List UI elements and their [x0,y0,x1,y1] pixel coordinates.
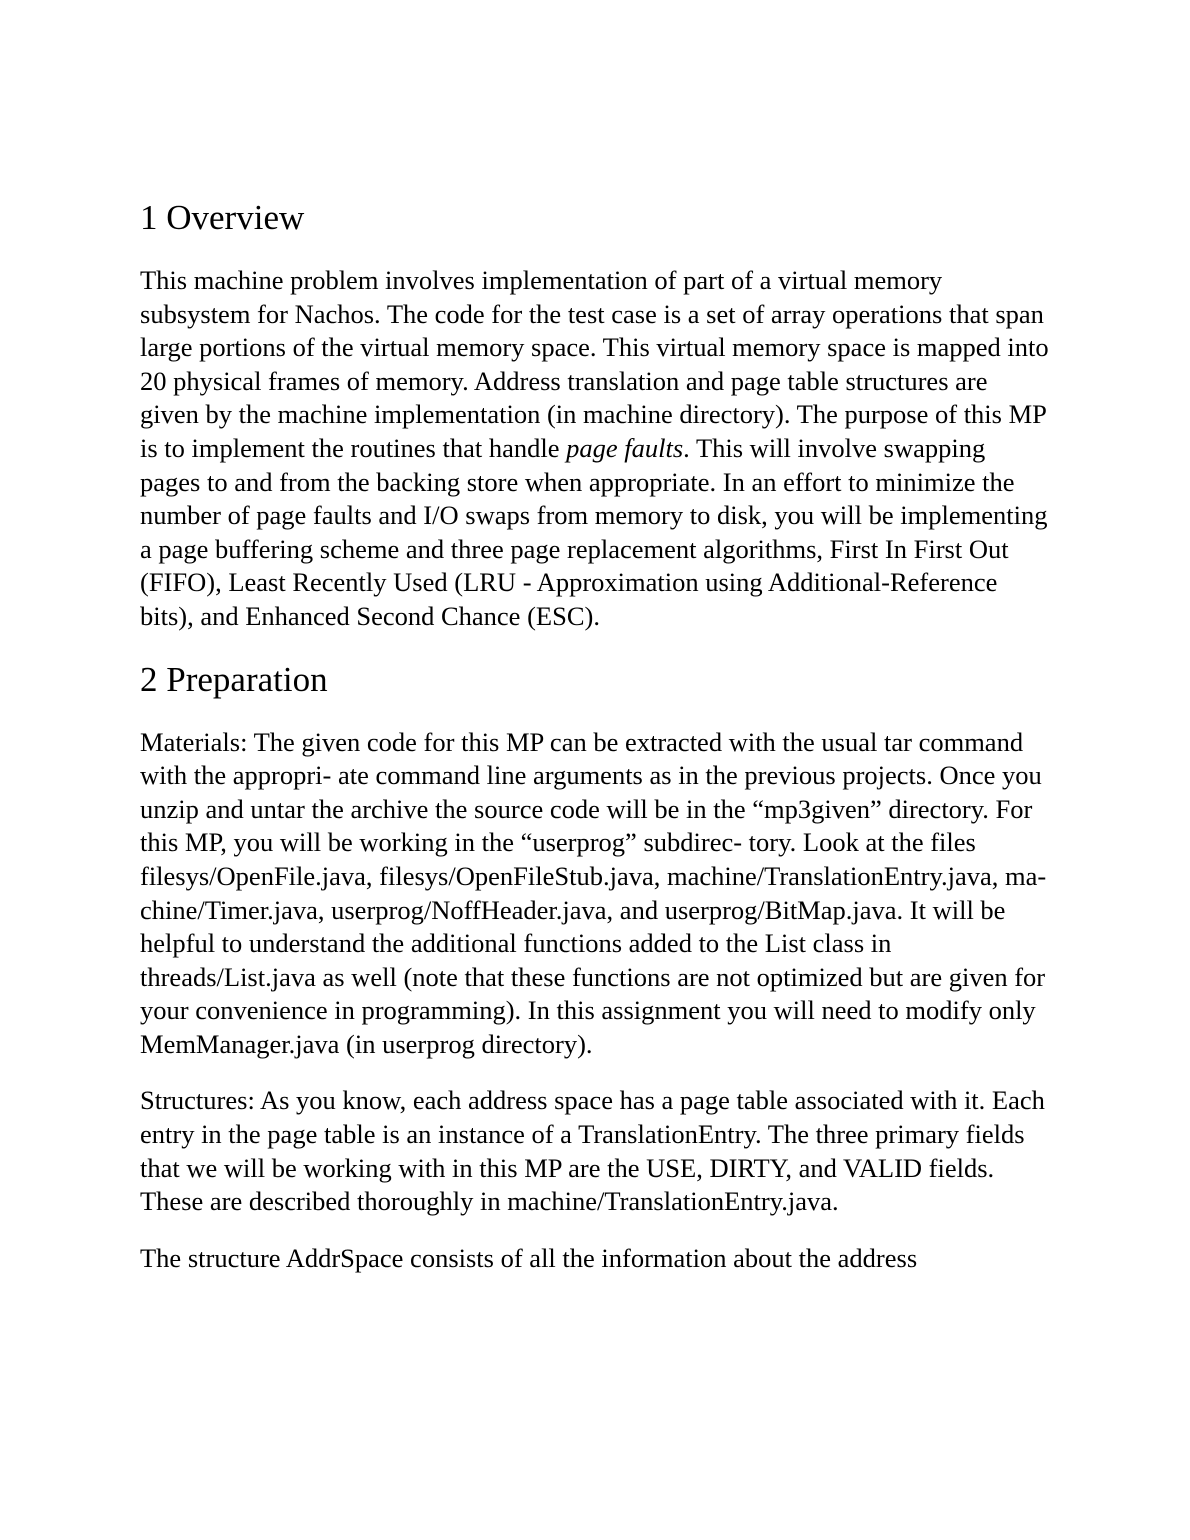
addrspace-paragraph: The structure AddrSpace consists of all the information about the address [140,1242,918,1273]
section-heading-overview: 1 Overview [140,198,305,237]
materials-paragraph: Materials: The given code for this MP can be extracted with the usual tar command with the appropri- ate command line arguments as in the previous projects. Once you unzip and untar the archive the source code will be in the “mp3given” directory. For this MP, you will be working in the “userprog” subdirec- tory. Look at the files filesys/OpenFile.java, filesys/OpenFileStub.java, machine/TranslationEntry.java, ma- chine/Timer.java, userprog/NoffHeader.java, and userprog/BitMap.java. It will be helpful to understand the additional functions added to the List class in threads/List.java as well (note that these functions are not optimized but are given for your convenience in programming). In this assignment you will need to modify only MemManager.java (in userprog directory). [140,726,1047,1059]
section-heading-preparation: 2 Preparation [140,659,328,699]
overview-text-italic: page faults [566,432,684,463]
overview-paragraph [140,264,1052,634]
structures-paragraph: Structures: As you know, each address space has a page table associated with it. Each entry in the page table is an instance of a TranslationEntry. The three primary fields that we will be working with in this MP are the USE, DIRTY, and VALID fields. These are described thoroughly in machine/TranslationEntry.java. [140,1085,1045,1217]
document-page [140,196,1052,1275]
overview-text-end: . This will involve swapping pages to and from the backing store when appropriate. In an effort to minimize the number of page faults and I/O swaps from memory to disk, you will be implementing a page buffering scheme and three page replacement algorithms, First In First Out (FIFO), Least Recently Used (LRU - Approximation using Additional-Reference bits), and Enhanced Second Chance (ESC). [140,432,1048,631]
overview-text-start: This machine problem involves implementation of part of a virtual memory subsystem for Nachos. The code for the test case is a set of array operations that span large portions of the virtual memory space. This virtual memory space is mapped into 20 physical frames of memory. Address translation and page table structures are given by the machine implementation (in machine directory). The purpose of this MP is to implement the routines that handle [140,265,1049,463]
